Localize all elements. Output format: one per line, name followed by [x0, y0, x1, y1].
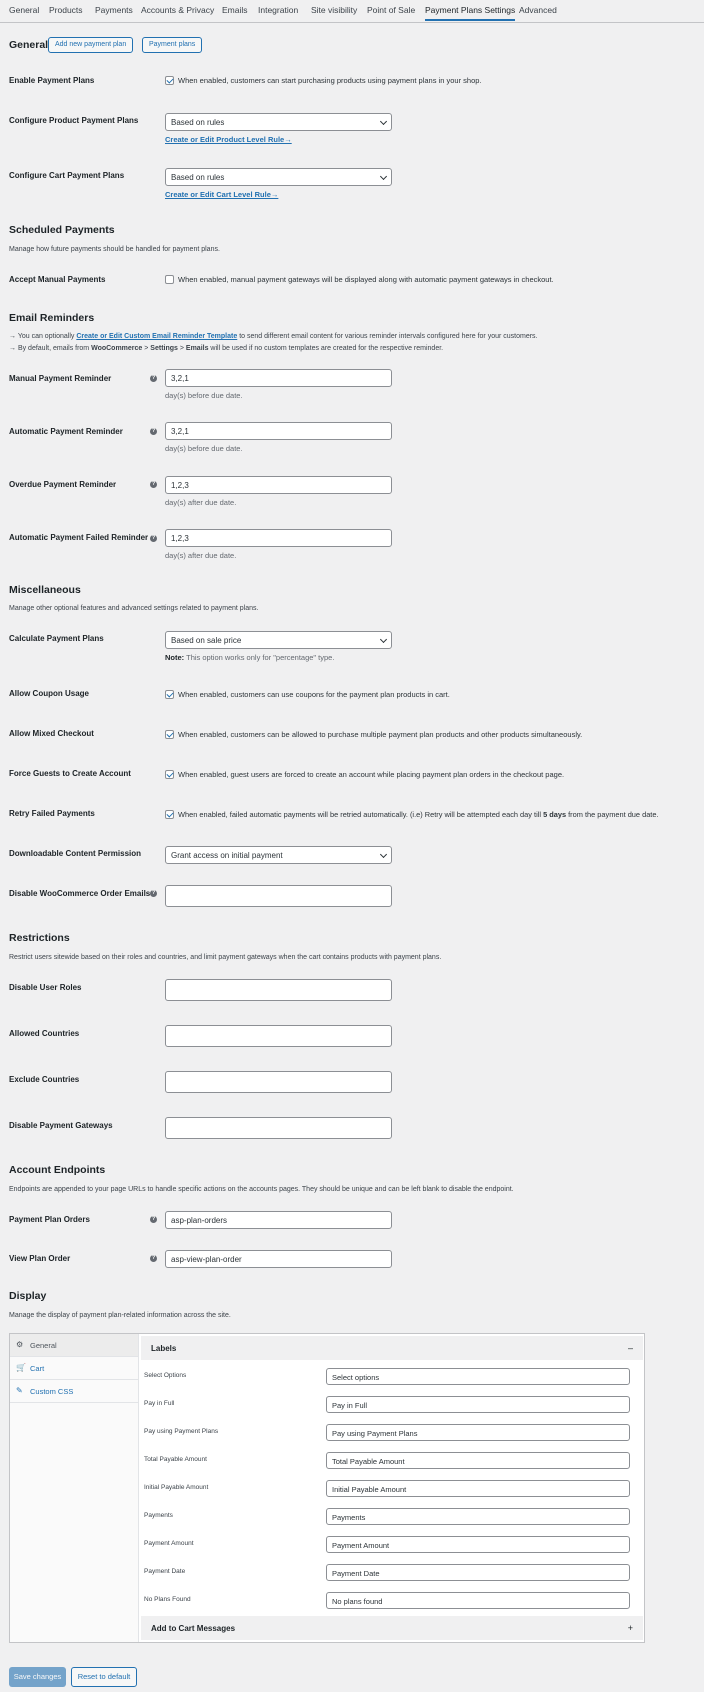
pay-in-full-input[interactable]: Pay in Full [326, 1396, 630, 1413]
collapse-icon: – [627, 1343, 633, 1353]
product-payment-plans-label: Configure Product Payment Plans [9, 116, 139, 125]
email-reminders-heading: Email Reminders [9, 312, 95, 324]
miscellaneous-heading: Miscellaneous [9, 584, 81, 596]
allow-coupon-label: Allow Coupon Usage [9, 689, 89, 698]
allow-mixed-checkout-checkbox[interactable] [165, 730, 174, 739]
sidebar-item-custom-css[interactable]: ✎ Custom CSS [10, 1380, 138, 1403]
payment-amount-input[interactable]: Payment Amount [326, 1536, 630, 1553]
chevron-down-icon [380, 636, 387, 643]
enable-payment-plans-desc: When enabled, customers can start purchasing products using payment plans in your shop. [178, 76, 482, 85]
help-icon[interactable]: ? [151, 481, 156, 487]
manual-reminder-note: day(s) before due date. [165, 391, 243, 400]
help-icon[interactable]: ? [151, 1216, 156, 1222]
label-select-options: Select Options [144, 1372, 187, 1379]
allow-mixed-checkout-desc: When enabled, customers can be allowed to purchase multiple payment plan products and other products simultaneously. [178, 730, 583, 739]
calculate-payment-plans-label: Calculate Payment Plans [9, 634, 104, 643]
tab-integration[interactable]: Integration [258, 5, 299, 15]
help-icon[interactable]: ? [151, 890, 156, 896]
enable-payment-plans-checkbox[interactable] [165, 76, 174, 85]
tab-emails[interactable]: Emails [222, 5, 248, 15]
pencil-icon: ✎ [16, 1386, 23, 1395]
calculate-payment-plans-value: Based on sale price [171, 636, 242, 645]
label-pay-using-plans: Pay using Payment Plans [144, 1428, 219, 1435]
help-icon[interactable]: ? [151, 428, 156, 434]
label-payment-amount: Payment Amount [144, 1540, 194, 1547]
add-payment-plan-button[interactable]: Add new payment plan [48, 37, 133, 53]
automatic-reminder-input[interactable]: 3,2,1 [165, 422, 392, 440]
cart-payment-plans-select[interactable] [165, 168, 392, 186]
display-desc: Manage the display of payment plan-related information across the site. [9, 1312, 231, 1319]
chevron-down-icon [380, 851, 387, 858]
force-guests-desc: When enabled, guest users are forced to create an account while placing payment plan orders in the checkout page. [178, 770, 565, 779]
disable-payment-gateways-label: Disable Payment Gateways [9, 1121, 113, 1130]
cart-payment-plans-value: Based on rules [171, 173, 225, 182]
exclude-countries-input[interactable] [165, 1071, 392, 1093]
cart-messages-accordion-header[interactable]: Add to Cart Messages + [141, 1616, 643, 1640]
custom-email-template-link[interactable]: Create or Edit Custom Email Reminder Template [76, 333, 238, 340]
pay-using-plans-input[interactable]: Pay using Payment Plans [326, 1424, 630, 1441]
reset-to-default-button[interactable]: Reset to default [71, 1667, 137, 1687]
display-panel [9, 1333, 645, 1643]
tab-point-of-sale[interactable]: Point of Sale [367, 5, 416, 15]
disable-user-roles-input[interactable] [165, 979, 392, 1001]
total-payable-input[interactable]: Total Payable Amount [326, 1452, 630, 1469]
display-sidebar [10, 1334, 139, 1642]
accept-manual-payments-checkbox[interactable] [165, 275, 174, 284]
cart-level-rule-link[interactable]: Create or Edit Cart Level Rule→ [165, 190, 279, 199]
payment-plan-orders-label: Payment Plan Orders [9, 1215, 90, 1224]
chevron-down-icon [380, 173, 387, 180]
tab-accounts-privacy[interactable]: Accounts & Privacy [141, 5, 215, 15]
tab-products[interactable]: Products [49, 5, 83, 15]
disable-payment-gateways-input[interactable] [165, 1117, 392, 1139]
payment-plan-orders-input[interactable]: asp-plan-orders [165, 1211, 392, 1229]
manual-reminder-input[interactable]: 3,2,1 [165, 369, 392, 387]
product-payment-plans-value: Based on rules [171, 118, 225, 127]
help-icon[interactable]: ? [151, 535, 156, 541]
payments-input[interactable]: Payments [326, 1508, 630, 1525]
restrictions-heading: Restrictions [9, 932, 70, 944]
accept-manual-payments-desc: When enabled, manual payment gateways will be displayed along with automatic payment gateways in checkout. [178, 275, 554, 284]
exclude-countries-label: Exclude Countries [9, 1075, 80, 1084]
allow-coupon-checkbox[interactable] [165, 690, 174, 699]
cart-icon: 🛒 [16, 1363, 26, 1372]
payment-date-input[interactable]: Payment Date [326, 1564, 630, 1581]
gear-icon: ⚙ [16, 1340, 24, 1349]
allowed-countries-input[interactable] [165, 1025, 392, 1047]
display-heading: Display [9, 1290, 47, 1302]
overdue-reminder-label: Overdue Payment Reminder [9, 480, 117, 489]
label-payment-date: Payment Date [144, 1568, 186, 1575]
tab-site-visibility[interactable]: Site visibility [311, 5, 358, 15]
retry-failed-desc: When enabled, failed automatic payments will be retried automatically. (i.e) Retry will be attempted each day till 5 days from the payment due date. [178, 810, 659, 819]
view-plan-order-label: View Plan Order [9, 1254, 71, 1263]
account-endpoints-heading: Account Endpoints [9, 1164, 106, 1176]
scheduled-payments-desc: Manage how future payments should be handled for payment plans. [9, 246, 220, 253]
tab-advanced[interactable]: Advanced [519, 5, 557, 15]
disable-user-roles-label: Disable User Roles [9, 983, 82, 992]
tab-payment-plans-settings[interactable]: Payment Plans Settings [425, 5, 515, 21]
disable-order-emails-label: Disable WooCommerce Order Emails [9, 889, 151, 898]
label-payments: Payments [144, 1512, 173, 1519]
restrictions-desc: Restrict users sitewide based on their roles and countries, and limit payment gateways when the cart contains products with payment plans. [9, 954, 442, 961]
help-icon[interactable]: ? [151, 1255, 156, 1261]
general-heading: General [9, 39, 49, 51]
overdue-reminder-note: day(s) after due date. [165, 498, 237, 507]
default-emails-note: → By default, emails from WooCommerce > Settings > Emails will be used if no custom templates are created for the respective reminder. [9, 345, 444, 352]
allowed-countries-label: Allowed Countries [9, 1029, 80, 1038]
label-initial-payable: Initial Payable Amount [144, 1484, 209, 1491]
tab-payments[interactable]: Payments [95, 5, 133, 15]
miscellaneous-desc: Manage other optional features and advanced settings related to payment plans. [9, 605, 259, 612]
downloadable-permission-select[interactable] [165, 846, 392, 864]
labels-accordion-header[interactable]: Labels – [141, 1336, 643, 1360]
enable-payment-plans-label: Enable Payment Plans [9, 76, 95, 85]
cart-payment-plans-label: Configure Cart Payment Plans [9, 171, 125, 180]
save-changes-button[interactable]: Save changes [9, 1667, 66, 1687]
downloadable-permission-label: Downloadable Content Permission [9, 849, 142, 858]
retry-failed-label: Retry Failed Payments [9, 809, 95, 818]
failed-reminder-input[interactable]: 1,2,3 [165, 529, 392, 547]
view-plan-order-input[interactable]: asp-view-plan-order [165, 1250, 392, 1268]
product-level-rule-link[interactable]: Create or Edit Product Level Rule→ [165, 135, 292, 144]
allow-coupon-desc: When enabled, customers can use coupons for the payment plan products in cart. [178, 690, 450, 699]
automatic-reminder-note: day(s) before due date. [165, 444, 243, 453]
manual-reminder-label: Manual Payment Reminder [9, 374, 112, 383]
label-no-plans-found: No Plans Found [144, 1596, 191, 1603]
automatic-reminder-label: Automatic Payment Reminder [9, 427, 123, 436]
allow-mixed-checkout-label: Allow Mixed Checkout [9, 729, 94, 738]
select-options-input[interactable]: Select options [326, 1368, 630, 1385]
retry-failed-checkbox[interactable] [165, 810, 174, 819]
settings-tabs [0, 0, 704, 23]
failed-reminder-note: day(s) after due date. [165, 551, 237, 560]
payment-plans-button[interactable]: Payment plans [142, 37, 202, 53]
calculate-note: Note: This option works only for "percentage" type. [165, 653, 335, 662]
product-payment-plans-select[interactable] [165, 113, 392, 131]
downloadable-permission-value: Grant access on initial payment [171, 851, 283, 860]
calculate-payment-plans-select[interactable] [165, 631, 392, 649]
sidebar-item-general[interactable]: ⚙ General [10, 1334, 138, 1357]
accept-manual-payments-label: Accept Manual Payments [9, 275, 106, 284]
label-total-payable: Total Payable Amount [144, 1456, 207, 1463]
account-endpoints-desc: Endpoints are appended to your page URLs to handle specific actions on the accounts pages. They should be unique and can be left blank to disable the endpoint. [9, 1186, 514, 1193]
scheduled-payments-heading: Scheduled Payments [9, 224, 115, 236]
force-guests-label: Force Guests to Create Account [9, 769, 131, 778]
failed-reminder-label: Automatic Payment Failed Reminder [9, 533, 149, 542]
email-template-note: → You can optionally Create or Edit Custom Email Reminder Template to send different email content for various reminder intervals configured here for your customers. [9, 333, 538, 340]
label-pay-in-full: Pay in Full [144, 1400, 175, 1407]
chevron-down-icon [380, 118, 387, 125]
sidebar-item-cart[interactable]: 🛒 Cart [10, 1357, 138, 1380]
overdue-reminder-input[interactable]: 1,2,3 [165, 476, 392, 494]
help-icon[interactable]: ? [151, 375, 156, 381]
disable-order-emails-input[interactable] [165, 885, 392, 907]
no-plans-found-input[interactable]: No plans found [326, 1592, 630, 1609]
expand-icon: + [627, 1623, 633, 1633]
force-guests-checkbox[interactable] [165, 770, 174, 779]
initial-payable-input[interactable]: Initial Payable Amount [326, 1480, 630, 1497]
tab-general[interactable]: General [9, 5, 40, 15]
